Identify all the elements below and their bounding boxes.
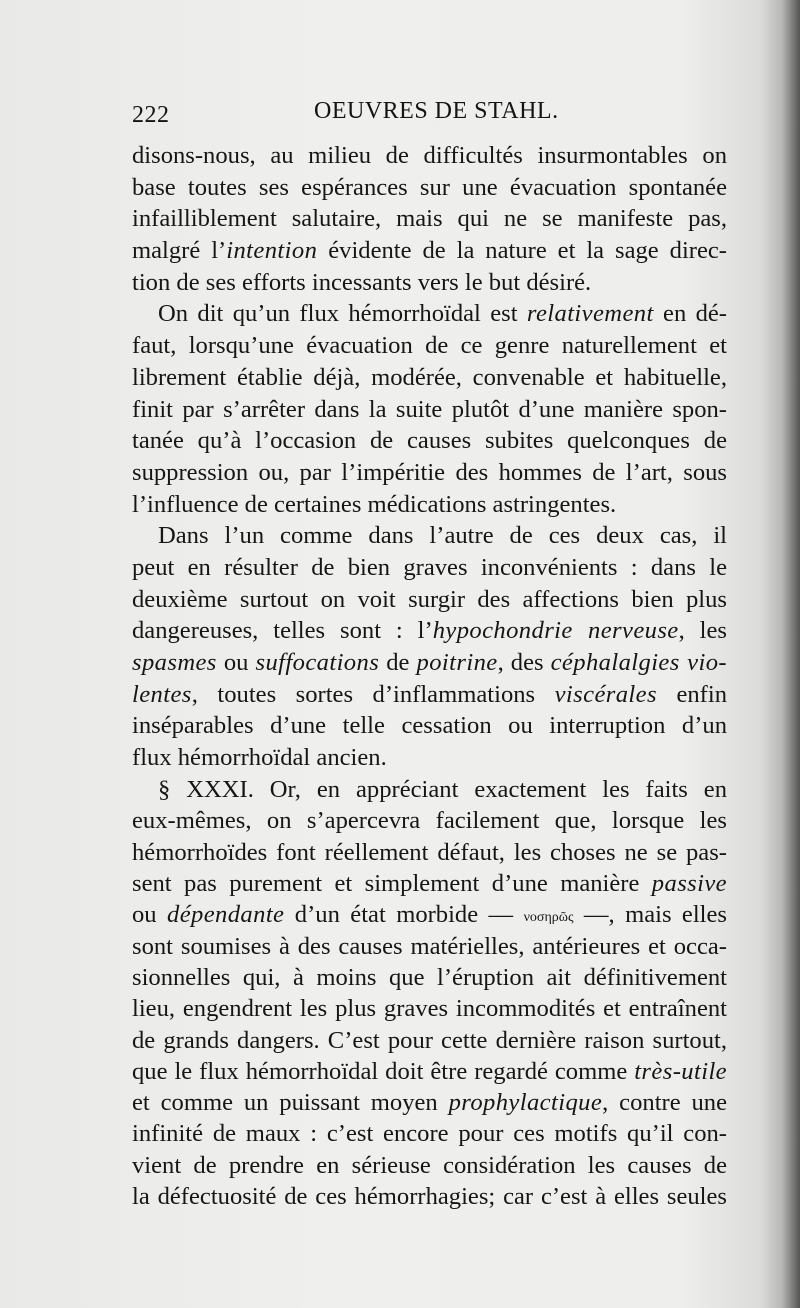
text-line [132, 647, 727, 679]
text-run: librement établie déjà, modérée, convenable et habituelle, [132, 363, 727, 391]
text-line [132, 1118, 727, 1149]
text-run: que le flux hémorrhoïdal doit être regardé comme [132, 1057, 635, 1085]
text-line [132, 1025, 727, 1056]
text-run: de [379, 649, 417, 676]
text-line [132, 203, 727, 235]
text-run: flux hémorrhoïdal ancien. [132, 744, 387, 772]
text-line [132, 267, 727, 299]
text-line [132, 330, 727, 362]
text-run: On dit qu’un flux hémorrhoïdal est [158, 300, 527, 328]
text-line [132, 805, 727, 836]
italic-text-run: passive [651, 870, 727, 898]
text-run: hémorrhoïdes font réellement défaut, les choses ne se pas- [132, 838, 727, 866]
text-run: tanée qu’à l’occasion de causes subites quelconques de [132, 427, 727, 455]
page-header [132, 98, 727, 132]
text-line [132, 774, 727, 806]
text-line [132, 1181, 727, 1212]
text-run: dangereuses, telles sont : l’ [132, 617, 433, 645]
text-line [132, 962, 727, 993]
text-run: ou [216, 649, 256, 676]
text-line [132, 394, 727, 426]
text-line [132, 172, 727, 204]
text-line [132, 742, 727, 774]
text-run: eux-mêmes, on s’apercevra facilement que, lorsque les [132, 807, 727, 835]
italic-text-run: lentes [132, 680, 192, 708]
text-run: malgré l’ [132, 237, 227, 265]
text-run: et comme un puissant moyen [132, 1089, 449, 1117]
text-run: ou [132, 901, 168, 929]
text-line [132, 993, 727, 1024]
text-run: infinité de maux : c’est encore pour ces motifs qu’il con- [132, 1120, 727, 1148]
text-run: en dé- [653, 300, 728, 328]
page-number: 222 [132, 102, 170, 128]
italic-text-run: relativement [526, 300, 654, 328]
text-run: faut, lorsqu’une évacuation de ce genre naturellement et [132, 332, 727, 360]
italic-text-run: dépendante [167, 901, 285, 929]
greek-text-run: νοσηρῶς [523, 910, 574, 926]
italic-text-run: hypochondrie nerveuse [432, 617, 679, 645]
text-line [132, 1150, 727, 1181]
text-line [132, 1087, 727, 1118]
text-run: sionnelles qui, à moins que l’éruption ait définitivement [132, 963, 727, 991]
text-line [132, 615, 727, 647]
italic-text-run: céphalalgies vio- [550, 649, 727, 676]
text-run: finit par s’arrêter dans la suite plutôt d’une manière spon- [132, 395, 727, 423]
text-run: lieu, engendrent les plus graves incommodités et entraînent [132, 995, 727, 1023]
text-run: tion de ses efforts incessants vers le but désiré. [132, 268, 592, 296]
text-run: disons-nous, au milieu de difficultés insurmontables on [132, 142, 727, 169]
text-line [132, 710, 727, 742]
text-line [132, 899, 727, 930]
text-run: , les [678, 617, 727, 645]
text-run: base toutes ses espérances sur une évacuation spontanée [132, 173, 727, 201]
text-line [132, 457, 727, 489]
text-line [132, 520, 727, 552]
text-line [132, 584, 727, 616]
text-line [132, 298, 727, 330]
text-run: peut en résulter de bien graves inconvénients : dans le [132, 553, 727, 581]
paragraph-block-lower [132, 805, 727, 1212]
text-run: suppression ou, par l’impéritie des hommes de l’art, sous [132, 458, 727, 486]
text-line [132, 868, 727, 899]
text-line [132, 1056, 727, 1087]
text-line [132, 489, 727, 521]
paragraph-block-upper [132, 140, 727, 805]
italic-text-run: prophylactique [448, 1089, 603, 1117]
text-run: évidente de la nature et la sage direc- [317, 237, 728, 265]
text-run: d’un état morbide — [284, 901, 524, 929]
text-run: enfin [656, 680, 727, 708]
italic-text-run: poitrine [416, 649, 498, 676]
text-run: , contre une [602, 1089, 727, 1117]
text-line [132, 235, 727, 267]
text-run: , toutes sortes d’inflammations [191, 680, 555, 708]
text-line [132, 679, 727, 711]
text-run: deuxième surtout on voit surgir des affections bien plus [132, 585, 727, 613]
text-run: § XXXI. Or, en appréciant exactement les faits en [158, 775, 727, 803]
italic-text-run: très-utile [634, 1057, 727, 1085]
text-run: —, mais elles [573, 901, 727, 929]
body-text [132, 140, 727, 1212]
text-line [132, 425, 727, 457]
running-title: OEUVRES DE STAHL. [314, 98, 559, 124]
text-line [132, 140, 727, 172]
italic-text-run: spasmes [132, 649, 217, 676]
text-run: inséparables d’une telle cessation ou interruption d’un [132, 712, 727, 740]
text-run: Dans l’un comme dans l’autre de ces deux cas, il [158, 522, 727, 550]
text-run: infailliblement salutaire, mais qui ne se manifeste pas, [132, 205, 727, 233]
italic-text-run: suffocations [255, 649, 380, 676]
text-run: sont soumises à des causes matérielles, antérieures et occa- [132, 932, 727, 960]
text-run: la défectuosité de ces hémorrhagies; car c’est à elles seules [132, 1183, 727, 1210]
italic-text-run: intention [226, 237, 318, 265]
text-run: l’influence de certaines médications astringentes. [132, 490, 617, 518]
text-run: , des [497, 649, 551, 676]
text-line [132, 552, 727, 584]
text-run: vient de prendre en sérieuse considération les causes de [132, 1151, 727, 1179]
text-run: de grands dangers. C’est pour cette dernière raison surtout, [132, 1026, 727, 1054]
text-run: sent pas purement et simplement d’une manière [132, 870, 652, 898]
text-line [132, 362, 727, 394]
book-gutter-shadow [782, 0, 800, 1308]
text-line [132, 837, 727, 868]
text-line [132, 931, 727, 962]
italic-text-run: viscérales [554, 680, 657, 708]
